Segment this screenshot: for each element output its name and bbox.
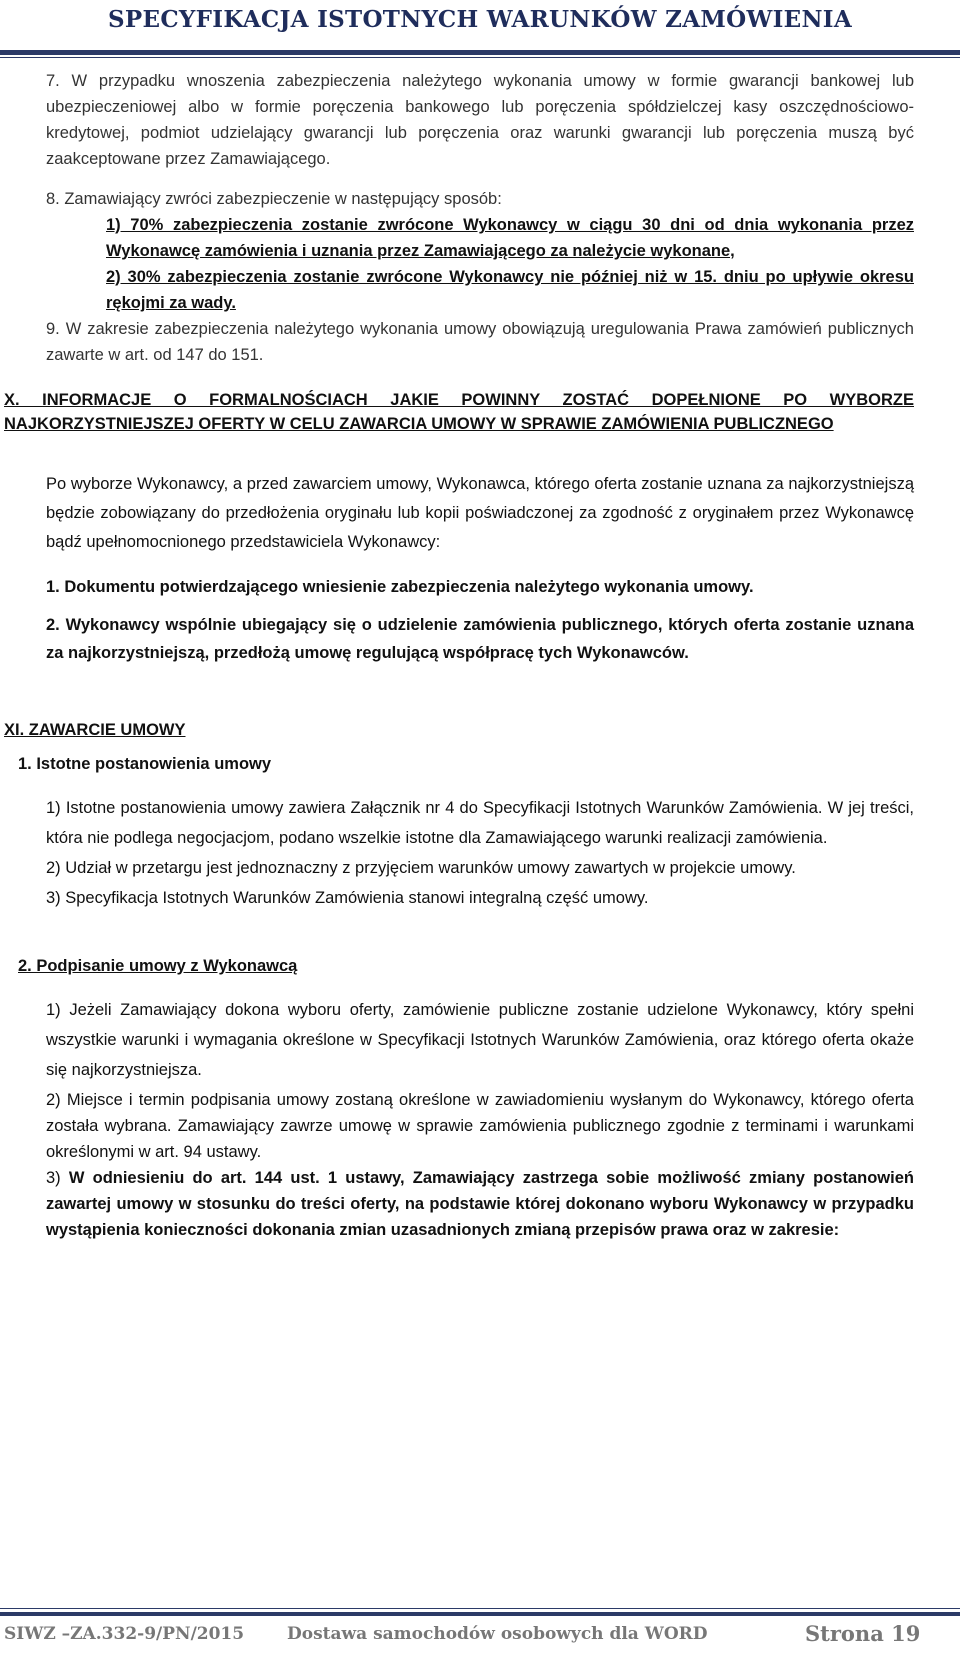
section-xi-heading: XI. ZAWARCIE UMOWY <box>4 721 186 739</box>
section-xi-sub1-para-3: 3) Specyfikacja Istotnych Warunków Zamówienia stanowi integralną część umowy. <box>46 889 649 907</box>
section-xi-sub1-para-1: 1) Istotne postanowienia umowy zawiera Załącznik nr 4 do Specyfikacji Istotnych Warunków Zamówienia. W jej treści, która nie podlega negocjacjom, podano wszelkie istotne dla Zamawiającego warunki realizacji zamówienia. <box>46 799 914 847</box>
section-x-heading: X. INFORMACJE O FORMALNOŚCIACH JAKIE POWINNY ZOSTAĆ DOPEŁNIONE PO WYBORZE NAJKORZYSTNIEJSZEJ OFERTY W CELU ZAWARCIA UMOWY W SPRAWIE ZAMÓWIENIA PUBLICZNEGO <box>4 391 914 433</box>
paragraph-8: 8. Zamawiający zwróci zabezpieczenie w następujący sposób: <box>46 190 502 208</box>
header-divider-thin <box>0 57 960 58</box>
section-x-item-2: 2. Wykonawcy wspólnie ubiegający się o udzielenie zamówienia publicznego, których oferta zostanie uznana za najkorzystniejszą, przedłożą umowę regulującą współpracę tych Wykonawców. <box>46 616 914 662</box>
section-xi-sub2-para-3-text: W odniesieniu do art. 144 ust. 1 ustawy, Zamawiający zastrzega sobie możliwość zmiany postanowień zawartej umowy w stosunku do treści oferty, na podstawie której dokonano wyboru Wykonawcy w przypadku wystąpienia konieczności dokonania zmian uzasadnionych zmianą przepisów prawa oraz w zakresie: <box>46 1169 914 1239</box>
header-divider-thick <box>0 50 960 55</box>
footer-divider-thick <box>0 1612 960 1616</box>
section-x-intro: Po wyborze Wykonawcy, a przed zawarciem umowy, Wykonawca, którego oferta zostanie uznana za najkorzystniejszą będzie zobowiązany do przedłożenia oryginału lub kopii poświadczonej za zgodność z oryginałem przez Wykonawcę bądź upełnomocnionego przedstawiciela Wykonawcy: <box>46 475 914 551</box>
page-header-title: SPECYFIKACJA ISTOTNYCH WARUNKÓW ZAMÓWIENIA <box>107 6 853 33</box>
section-xi-sub2-heading: 2. Podpisanie umowy z Wykonawcą <box>18 957 298 975</box>
section-xi-sub2-para-3-number: 3) <box>46 1169 61 1187</box>
section-xi-sub1-heading: 1. Istotne postanowienia umowy <box>18 755 272 773</box>
footer-page-number: Strona 19 <box>805 1621 921 1646</box>
paragraph-7: 7. W przypadku wnoszenia zabezpieczenia należytego wykonania umowy w formie gwarancji bankowej lub ubezpieczeniowej albo w formie poręczenia bankowego lub poręczenia spółdzielczej kasy oszczędnościowo-kredytowej, podmiot udzielający gwarancji lub poręczenia oraz warunki gwarancji lub poręczenia muszą być zaakceptowane przez Zamawiającego. <box>46 72 914 168</box>
page-footer <box>0 1608 960 1653</box>
paragraph-8-item-1: 1) 70% zabezpieczenia zostanie zwrócone Wykonawcy w ciągu 30 dni od dnia wykonania przez Wykonawcę zamówienia i uznania przez Zamawiającego za należycie wykonane, <box>106 216 914 260</box>
footer-divider-thin <box>0 1608 960 1609</box>
footer-document-reference: SIWZ –ZA.332-9/PN/2015 <box>4 1624 245 1644</box>
section-xi-sub2-para-1: 1) Jeżeli Zamawiający dokona wyboru oferty, zamówienie publiczne zostanie udzielone Wykonawcy, który spełni wszystkie warunki i wymagania określone w Specyfikacji Istotnych Warunków Zamówienia, oraz którego oferta okaże się najkorzystniejsza. <box>46 1001 914 1079</box>
document-body <box>4 68 914 1243</box>
paragraph-8-item-2: 2) 30% zabezpieczenia zostanie zwrócone Wykonawcy nie później niż w 15. dniu po upływie okresu rękojmi za wady. <box>106 268 914 312</box>
footer-document-title: Dostawa samochodów osobowych dla WORD <box>287 1624 708 1644</box>
paragraph-9: 9. W zakresie zabezpieczenia należytego wykonania umowy obowiązują uregulowania Prawa zamówień publicznych zawarte w art. od 147 do 151. <box>46 320 914 364</box>
section-x-item-1: 1. Dokumentu potwierdzającego wniesienie zabezpieczenia należytego wykonania umowy. <box>46 578 754 596</box>
section-xi-sub1-para-2: 2) Udział w przetargu jest jednoznaczny z przyjęciem warunków umowy zawartych w projekcie umowy. <box>46 859 796 877</box>
section-xi-sub2-para-2: 2) Miejsce i termin podpisania umowy zostaną określone w zawiadomieniu wysłanym do Wykonawcy, którego oferta została wybrana. Zamawiający zawrze umowę w sprawie zamówienia publicznego zgodnie z terminami i warunkami określonymi w art. 94 ustawy. <box>46 1091 914 1161</box>
section-xi-sub2-para-3 <box>46 1165 914 1243</box>
